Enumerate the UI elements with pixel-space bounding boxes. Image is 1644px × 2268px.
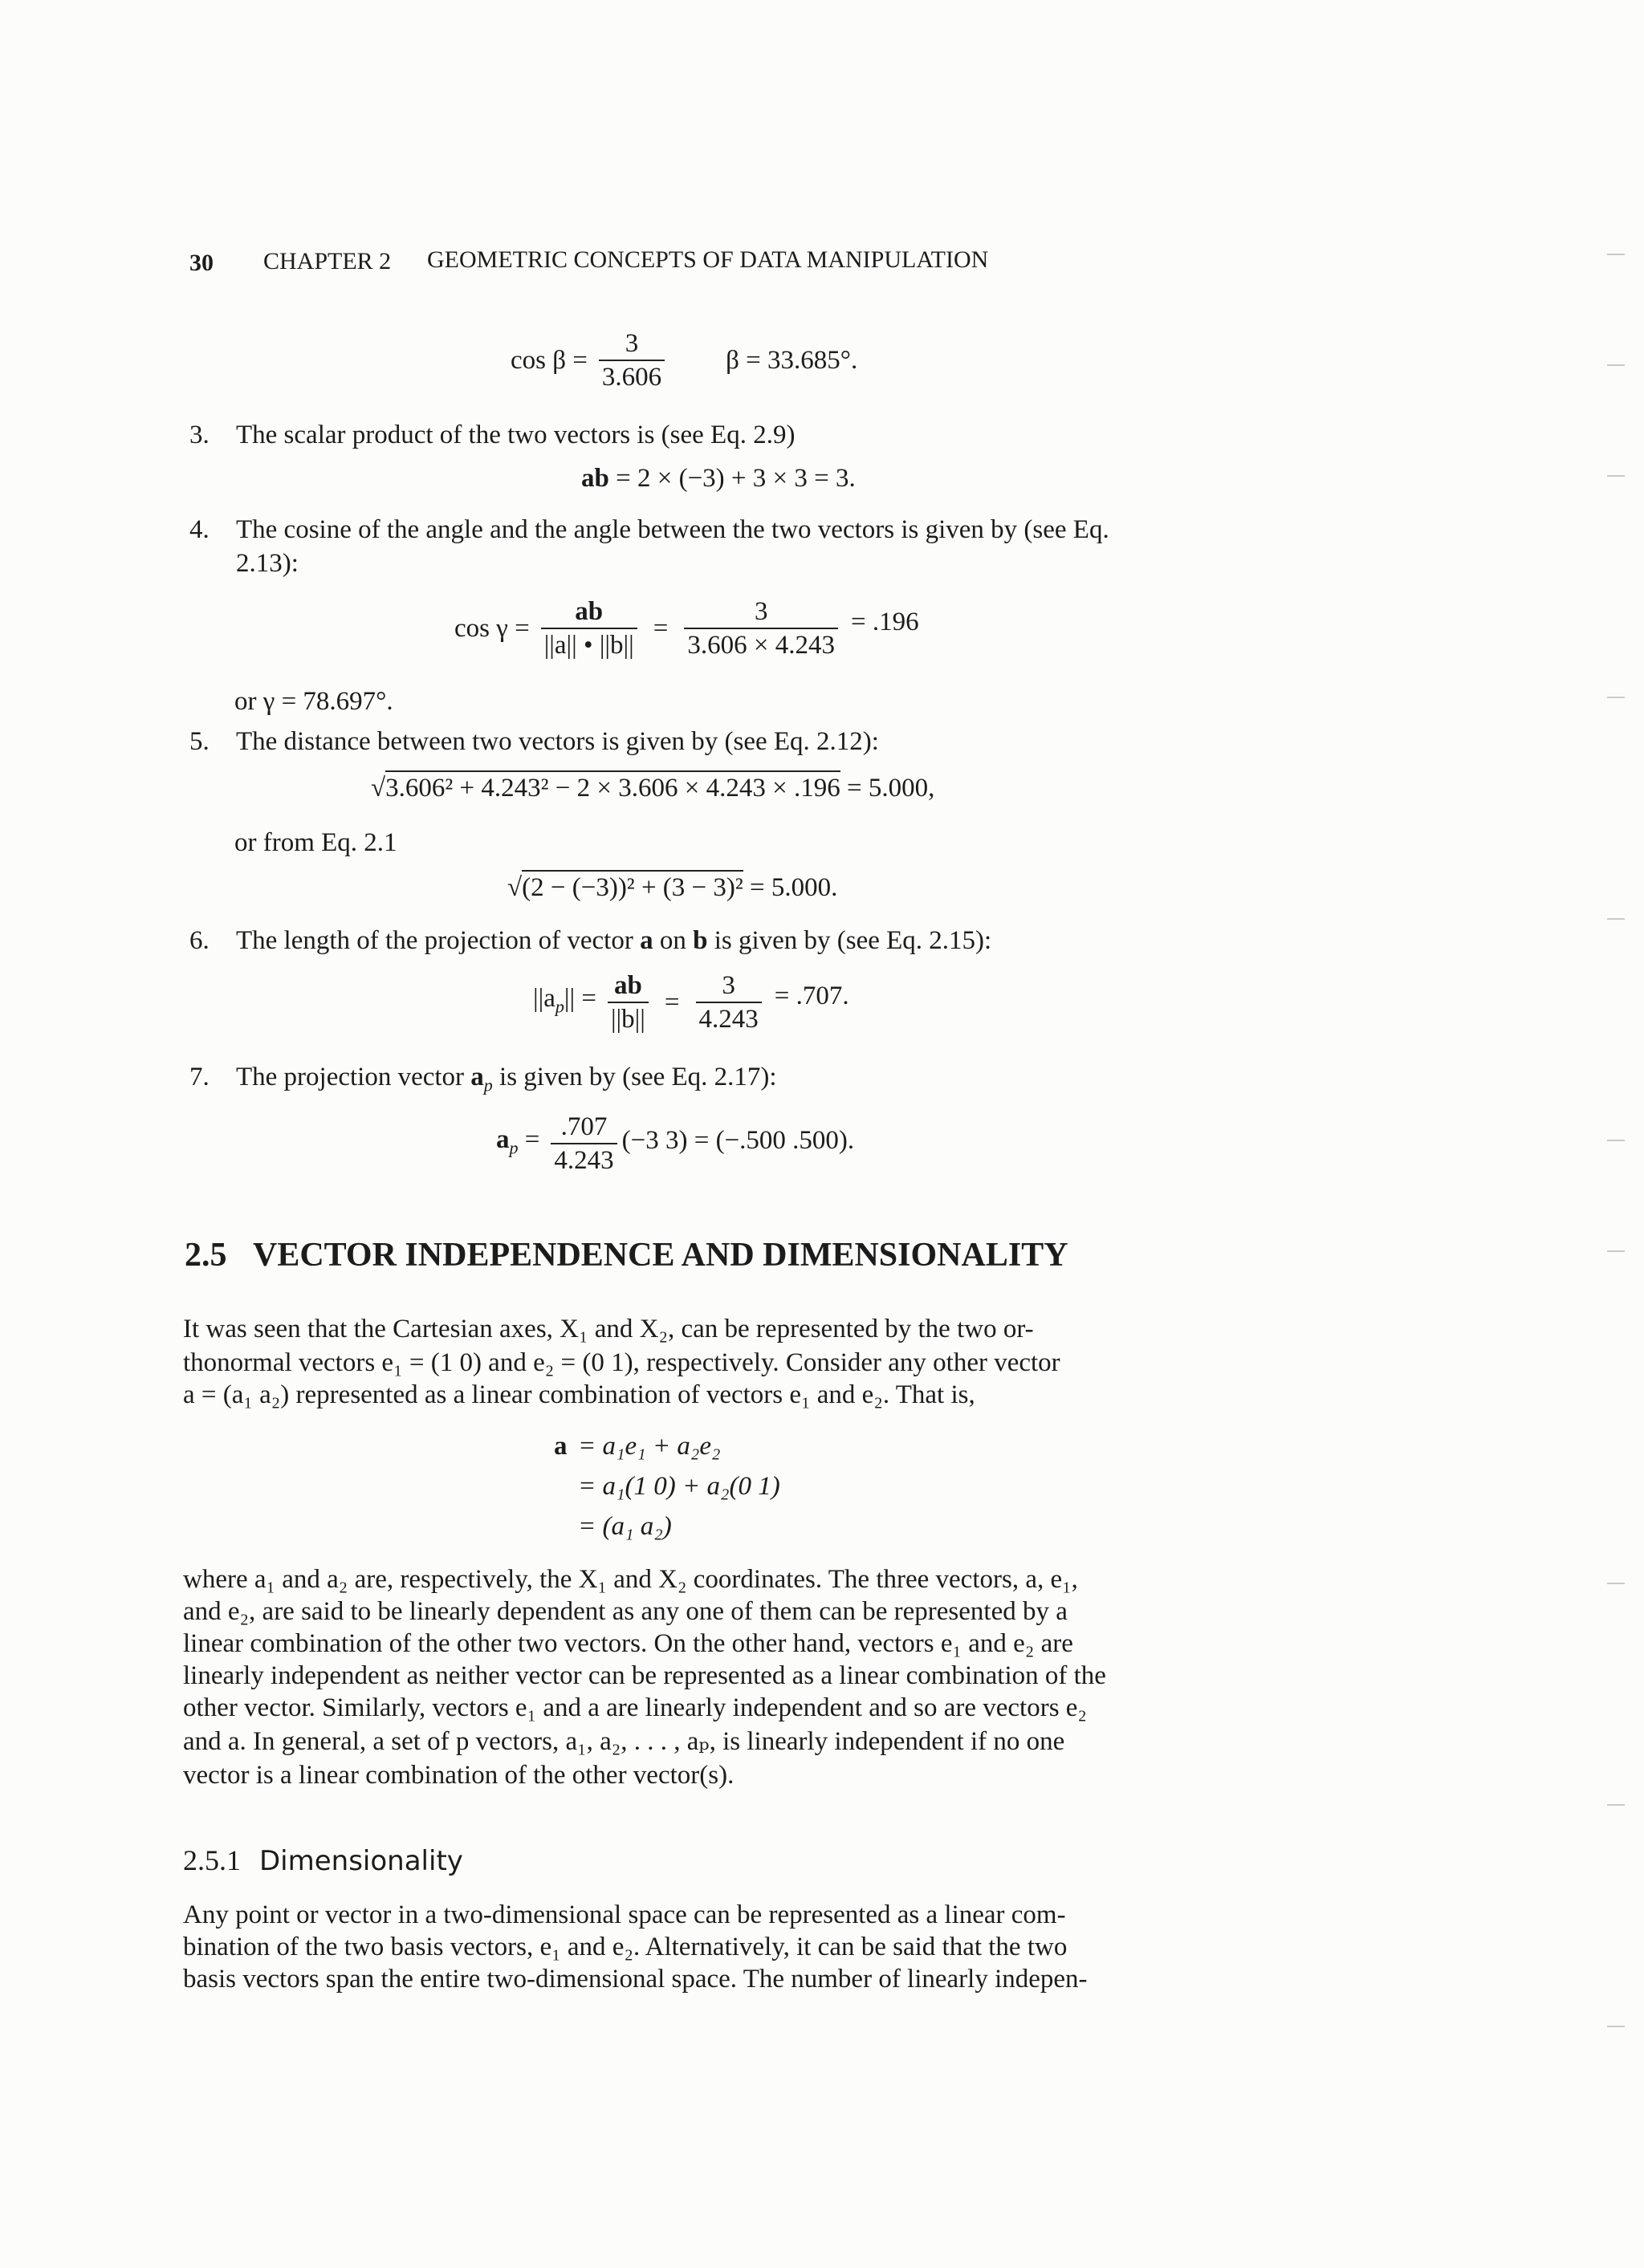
scan-edge-mark [1607, 1583, 1625, 1584]
eq-fraction-2 [684, 595, 838, 661]
text-post: is given by (see Eq. 2.15): [707, 926, 992, 955]
scan-edge-mark [1607, 475, 1625, 477]
fraction-numerator: .707 [560, 1112, 608, 1141]
para3-line1: Any point or vector in a two-dimensional space can be represented as a linear com- [183, 1900, 1066, 1929]
fraction-denominator: ||a|| • ||b|| [541, 628, 637, 661]
eq-cos-beta-result: β = 33.685°. [726, 346, 858, 375]
para2-line6: and a. In general, a set of p vectors, a₁, a₂, . . . , aₚ, is linearly independent if no one [183, 1727, 1065, 1756]
eq-lhs: cos γ = [454, 614, 530, 643]
section-heading [185, 1233, 1068, 1278]
fraction-denominator: ||b|| [608, 1002, 649, 1035]
fraction-numerator: ab [613, 971, 642, 1000]
fraction-numerator: 3 [722, 971, 735, 1000]
para2-line1: where a₁ and a₂ are, respectively, the X₁ and X₂ coordinates. The three vectors, a, e₁, [183, 1565, 1078, 1594]
eq-block-row1: = a₁e₁ + a₂e₂ [578, 1432, 721, 1461]
item-5-or-from: or from Eq. 2.1 [234, 828, 397, 857]
para2-line4: linearly independent as neither vector can be represented as a linear combination of the [183, 1661, 1106, 1690]
eq-cos-beta-lhs: cos β = [511, 346, 588, 375]
eq-result: (−3 3) = (−.500 .500). [621, 1126, 855, 1155]
para3-line3: basis vectors span the entire two-dimensional space. The number of linearly indepen- [183, 1965, 1088, 1994]
text-post: is given by (see Eq. 2.17): [492, 1063, 777, 1091]
eq-lhs-vector: a [496, 1124, 510, 1154]
item-7-equation [496, 1111, 854, 1177]
para1-line2: thonormal vectors e₁ = (1 0) and e₂ = (0 1), respectively. Consider any other vector [183, 1348, 1060, 1377]
eq-result: = .196 [851, 608, 919, 636]
eq-equals: = [518, 1124, 540, 1154]
fraction-denominator: 3.606 × 4.243 [684, 628, 838, 661]
radicand: (2 − (−3))² + (3 − 3)² [522, 870, 743, 902]
subsection-heading [183, 1841, 463, 1880]
item-6-number: 6. [189, 926, 210, 955]
eq-mid: = [664, 988, 680, 1017]
eq-result: = 5.000, [840, 774, 935, 803]
text-mid: on [653, 926, 694, 955]
eq-cos-beta-fraction [599, 327, 665, 393]
eq-result: = 5.000. [743, 873, 838, 902]
text-pre: The projection vector [236, 1063, 471, 1091]
eq-fraction-1 [608, 969, 649, 1035]
eq-fraction-2 [696, 969, 762, 1035]
para2-line7: vector is a linear combination of the other vector(s). [183, 1761, 735, 1790]
item-4-text-line1: The cosine of the angle and the angle between the two vectors is given by (see Eq. [236, 515, 1109, 544]
item-3-equation [581, 461, 856, 496]
eq-lhs [533, 981, 596, 1025]
eq-block-row2: = a₁(1 0) + a₂(0 1) [578, 1472, 780, 1501]
eq-result: = .707. [774, 982, 849, 1010]
section-title: VECTOR INDEPENDENCE AND DIMENSIONALITY [253, 1237, 1068, 1274]
item-5-text: The distance between two vectors is given by (see Eq. 2.12): [236, 727, 879, 756]
chapter-label: CHAPTER 2 [263, 248, 392, 274]
vector-a: a [470, 1063, 484, 1091]
item-7-number: 7. [189, 1063, 210, 1091]
eq-lhs-end: || = [564, 983, 596, 1013]
item-5-equation-1 [371, 770, 934, 806]
item-6-text [236, 923, 991, 958]
item-4-text-line2: 2.13): [236, 549, 299, 578]
scan-edge-mark [1607, 1250, 1625, 1252]
item-4-equation [454, 595, 919, 661]
item-4-or-line: or γ = 78.697°. [234, 687, 393, 716]
item-5-equation-2 [507, 870, 837, 905]
para2-line2: and e₂, are said to be linearly dependent as any one of them can be represented by a [183, 1597, 1068, 1626]
item-7-text [236, 1059, 777, 1104]
fraction-denominator: 4.243 [551, 1143, 616, 1177]
section-number: 2.5 [185, 1237, 227, 1274]
item-3-number: 3. [189, 421, 210, 449]
chapter-title: GEOMETRIC CONCEPTS OF DATA MANIPULATION [427, 246, 989, 273]
eq-lhs [496, 1122, 539, 1166]
scan-edge-mark [1607, 1804, 1625, 1806]
scan-edge-mark [1607, 364, 1625, 366]
text-pre: The length of the projection of vector [236, 926, 641, 955]
para2-line5: other vector. Similarly, vectors e₁ and a are linearly independent and so are vectors e₂ [183, 1693, 1087, 1722]
page-number: 30 [189, 250, 214, 276]
para1-line3: a = (a₁ a₂) represented as a linear combination of vectors e₁ and e₂. That is, [183, 1380, 975, 1409]
eq-fraction-1 [541, 595, 637, 661]
vector-a: a [640, 926, 653, 955]
eq-lhs-sub: p [555, 996, 564, 1017]
fraction-denominator: 4.243 [696, 1002, 762, 1035]
sqrt-sign: √ [507, 873, 523, 902]
item-5-number: 5. [189, 727, 210, 756]
scan-edge-mark [1607, 254, 1625, 255]
radicand: 3.606² + 4.243² − 2 × 3.606 × 4.243 × .196 [385, 770, 840, 803]
vector-sub: p [483, 1075, 493, 1095]
eq-mid: = [653, 614, 669, 643]
eq-lhs-sub: p [509, 1137, 519, 1158]
subsection-title: Dimensionality [259, 1845, 463, 1877]
item-6-equation [533, 969, 849, 1035]
sqrt-sign: √ [371, 774, 386, 803]
fraction-numerator: 3 [754, 597, 768, 626]
fraction-numerator: 3 [625, 329, 639, 358]
scan-edge-mark [1607, 2026, 1625, 2027]
eq-lhs-norm: ||a [533, 983, 555, 1013]
vector-b: b [693, 926, 708, 955]
fraction-denominator: 3.606 [599, 360, 665, 393]
eq-cos-beta [511, 327, 857, 393]
para1-line1: It was seen that the Cartesian axes, X₁ and X₂, can be represented by the two or- [183, 1315, 1034, 1343]
eq-lhs: ab [581, 464, 609, 493]
fraction-numerator: ab [575, 597, 604, 626]
para2-line3: linear combination of the other two vectors. On the other hand, vectors e₁ and e₂ are [183, 1629, 1073, 1658]
eq-fraction [551, 1111, 616, 1177]
scan-edge-mark [1607, 918, 1625, 920]
item-3-text: The scalar product of the two vectors is (see Eq. 2.9) [236, 421, 796, 449]
eq-block-row3: = (a₁ a₂) [578, 1512, 672, 1541]
subsection-number: 2.5.1 [183, 1844, 241, 1876]
para3-line2: bination of the two basis vectors, e₁ and e₂. Alternatively, it can be said that the two [183, 1933, 1068, 1961]
eq-rhs: = 2 × (−3) + 3 × 3 = 3. [608, 464, 856, 493]
item-4-number: 4. [189, 515, 210, 544]
scan-edge-mark [1607, 1140, 1625, 1141]
scan-edge-mark [1607, 697, 1625, 698]
eq-block-lhs: a [554, 1432, 568, 1461]
